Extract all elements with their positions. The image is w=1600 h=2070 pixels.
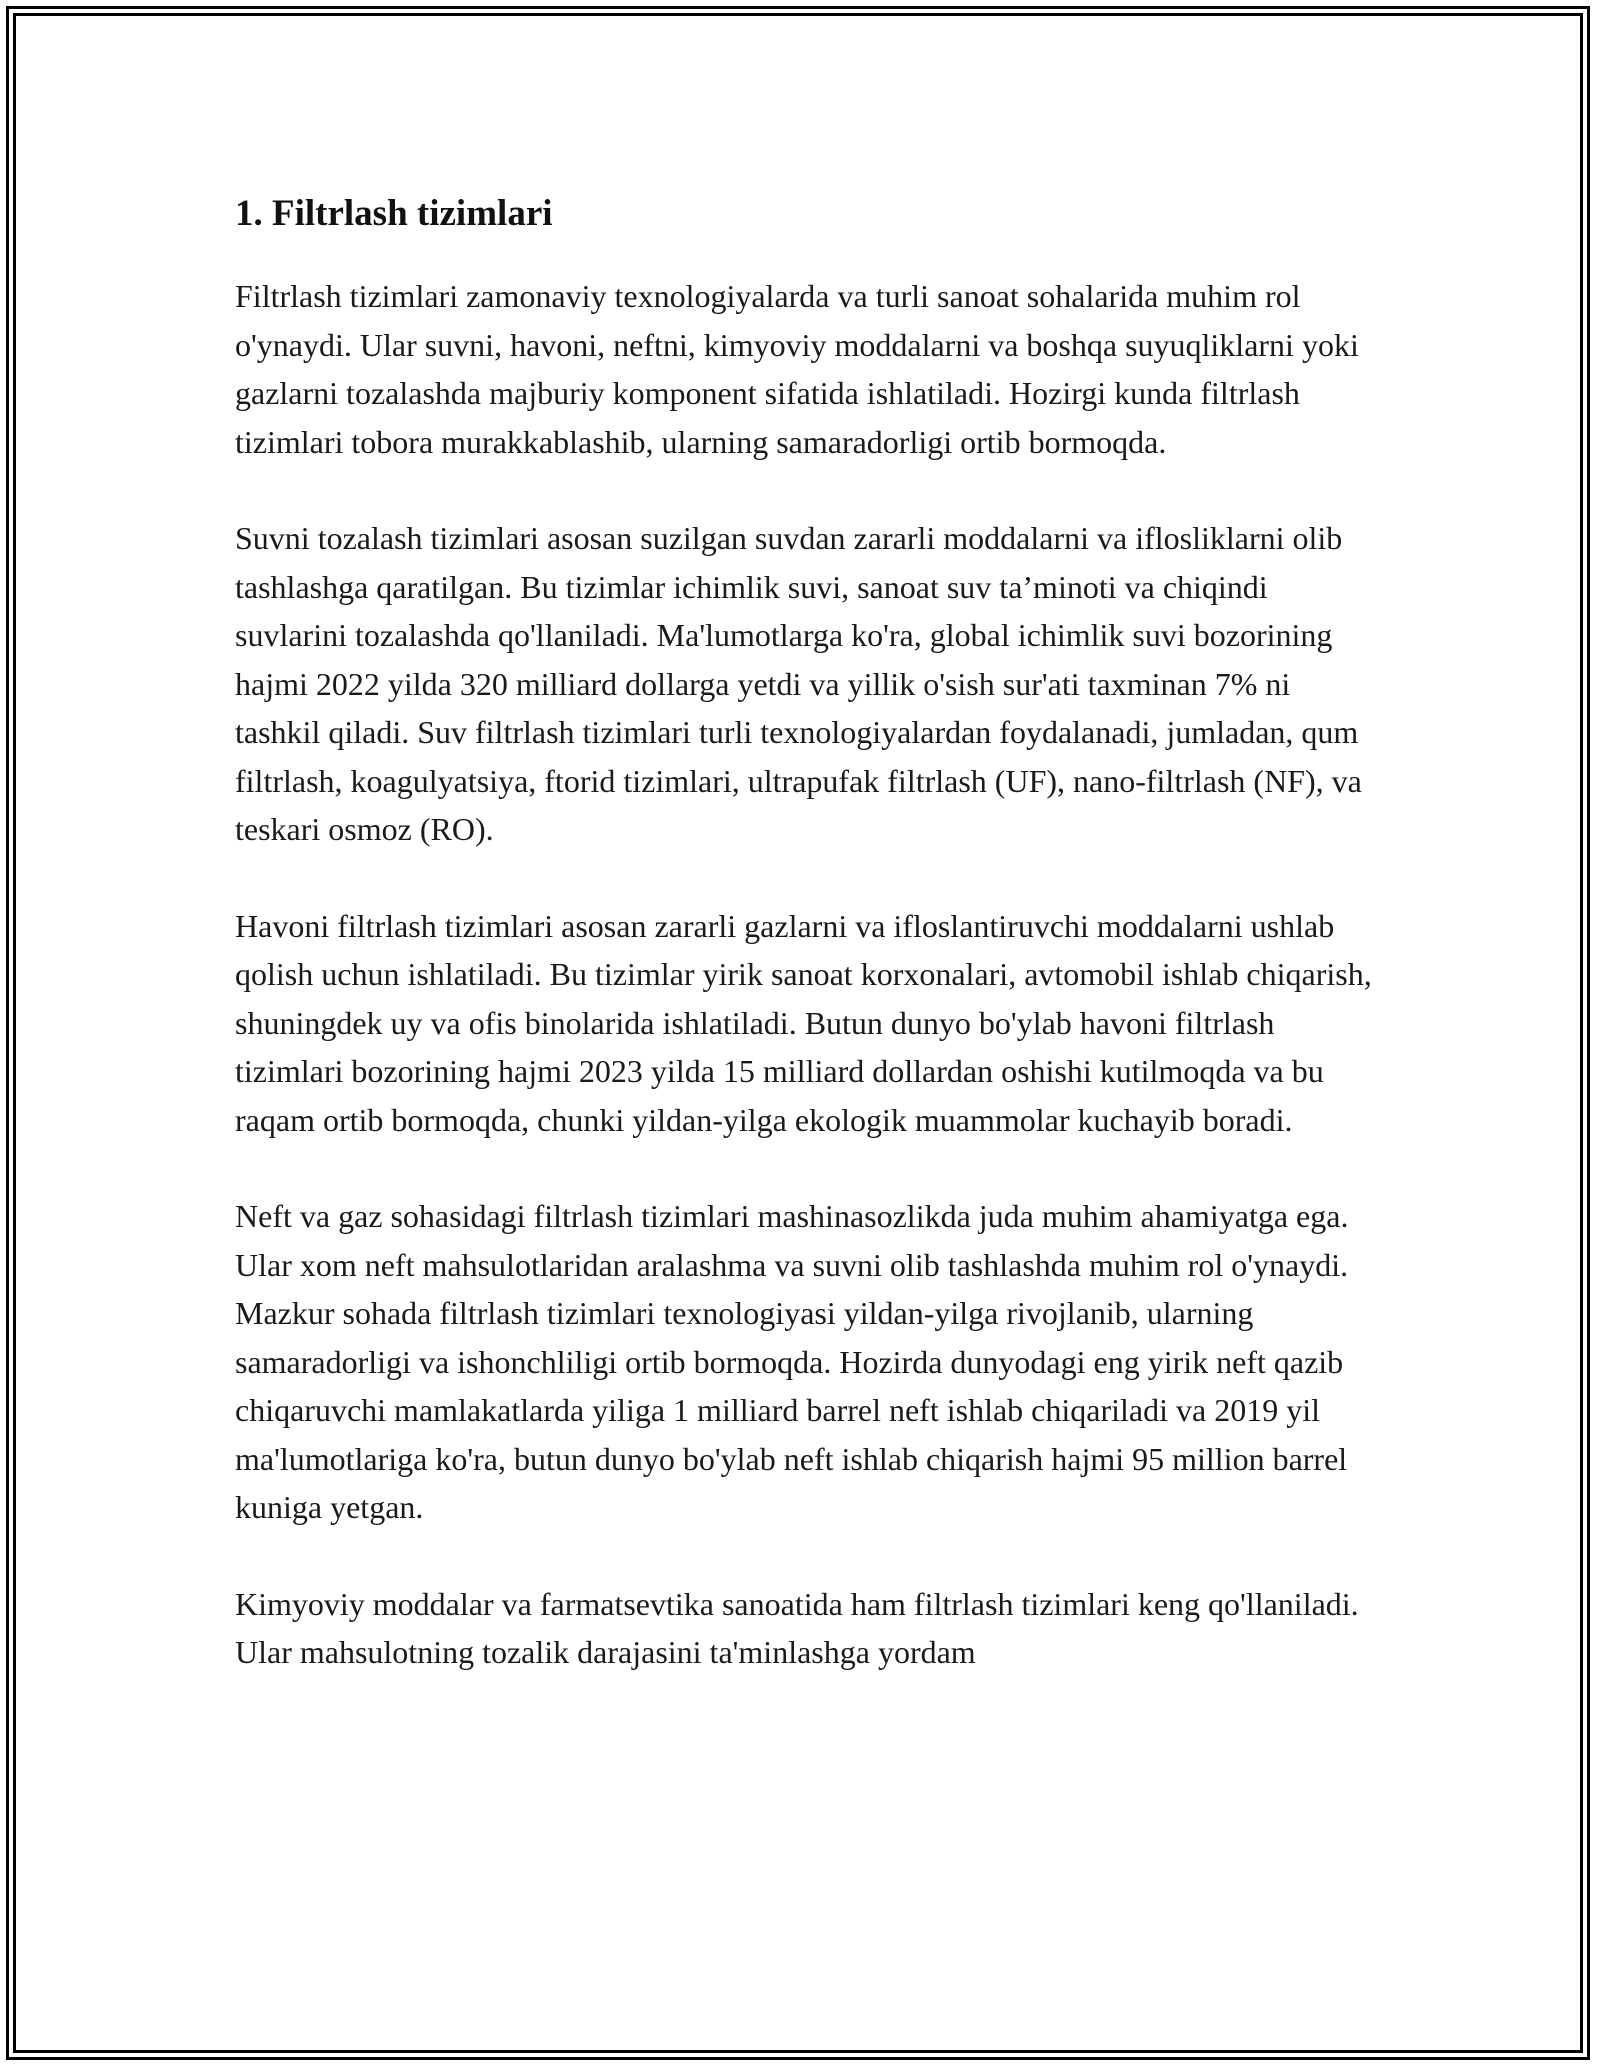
paragraph-air-filtration: Havoni filtrlash tizimlari asosan zararli gazlarni va ifloslantiruvchi moddalarni ushlab qolish uchun ishlatiladi. Bu tizimlar yirik sanoat korxonalari, avtomobil ishlab chiqarish, shuningdek uy va ofis binolarida ishlatiladi. Butun dunyo bo'ylab havoni filtrlash tizimlari bozorining hajmi 2023 yilda 15 milliard dollardan oshishi kutilmoqda va bu raqam ortib bormoqda, chunki yildan-yilga ekologik muammolar kuchayib boradi. (235, 907, 1372, 1138)
section-heading: 1. Filtrlash tizimlari (235, 193, 553, 234)
document-body (235, 186, 1375, 1725)
paragraph-water-filtration: Suvni tozalash tizimlari asosan suzilgan suvdan zararli moddalarni va iflosliklarni olib tashlashga qaratilgan. Bu tizimlar ichimlik suvi, sanoat suv ta’minoti va chiqindi suvlarini tozalashda qo'llaniladi. Ma'lumotlarga ko'ra, global ichimlik suvi bozorining hajmi 2022 yilda 320 milliard dollarga yetdi va yillik o'sish sur'ati taxminan 7% ni tashkil qiladi. Suv filtrlash tizimlari turli texnologiyalardan foydalanadi, jumladan, qum filtrlash, koagulyatsiya, ftorid tizimlari, ultrapufak filtrlash (UF), nano-filtrlash (NF), va teskari osmoz (RO). (235, 520, 1362, 847)
paragraph-intro: Filtrlash tizimlari zamonaviy texnologiyalarda va turli sanoat sohalarida muhim rol o'ynaydi. Ular suvni, havoni, neftni, kimyoviy moddalarni va boshqa suyuqliklarni yoki gazlarni tozalashda majburiy komponent sifatida ishlatiladi. Hozirgi kunda filtrlash tizimlari tobora murakkablashib, ularning samaradorligi ortib bormoqda. (235, 278, 1359, 460)
paragraph-oil-gas-filtration: Neft va gaz sohasidagi filtrlash tizimlari mashinasozlikda juda muhim ahamiyatga ega. Ular xom neft mahsulotlaridan aralashma va suvni olib tashlashda muhim rol o'ynaydi. Mazkur sohada filtrlash tizimlari texnologiyasi yildan-yilga rivojlanib, ularning samaradorligi va ishonchliligi ortib bormoqda. Hozirda dunyodagi eng yirik neft qazib chiqaruvchi mamlakatlarda yiliga 1 milliard barrel neft ishlab chiqariladi va 2019 yil ma'lumotlariga ko'ra, butun dunyo bo'ylab neft ishlab chiqarish hajmi 95 million barrel kuniga yetgan. (235, 1198, 1349, 1525)
paragraph-chemical-pharma: Kimyoviy moddalar va farmatsevtika sanoatida ham filtrlash tizimlari keng qo'llaniladi. Ular mahsulotning tozalik darajasini ta'minlashga yordam (235, 1585, 1359, 1670)
